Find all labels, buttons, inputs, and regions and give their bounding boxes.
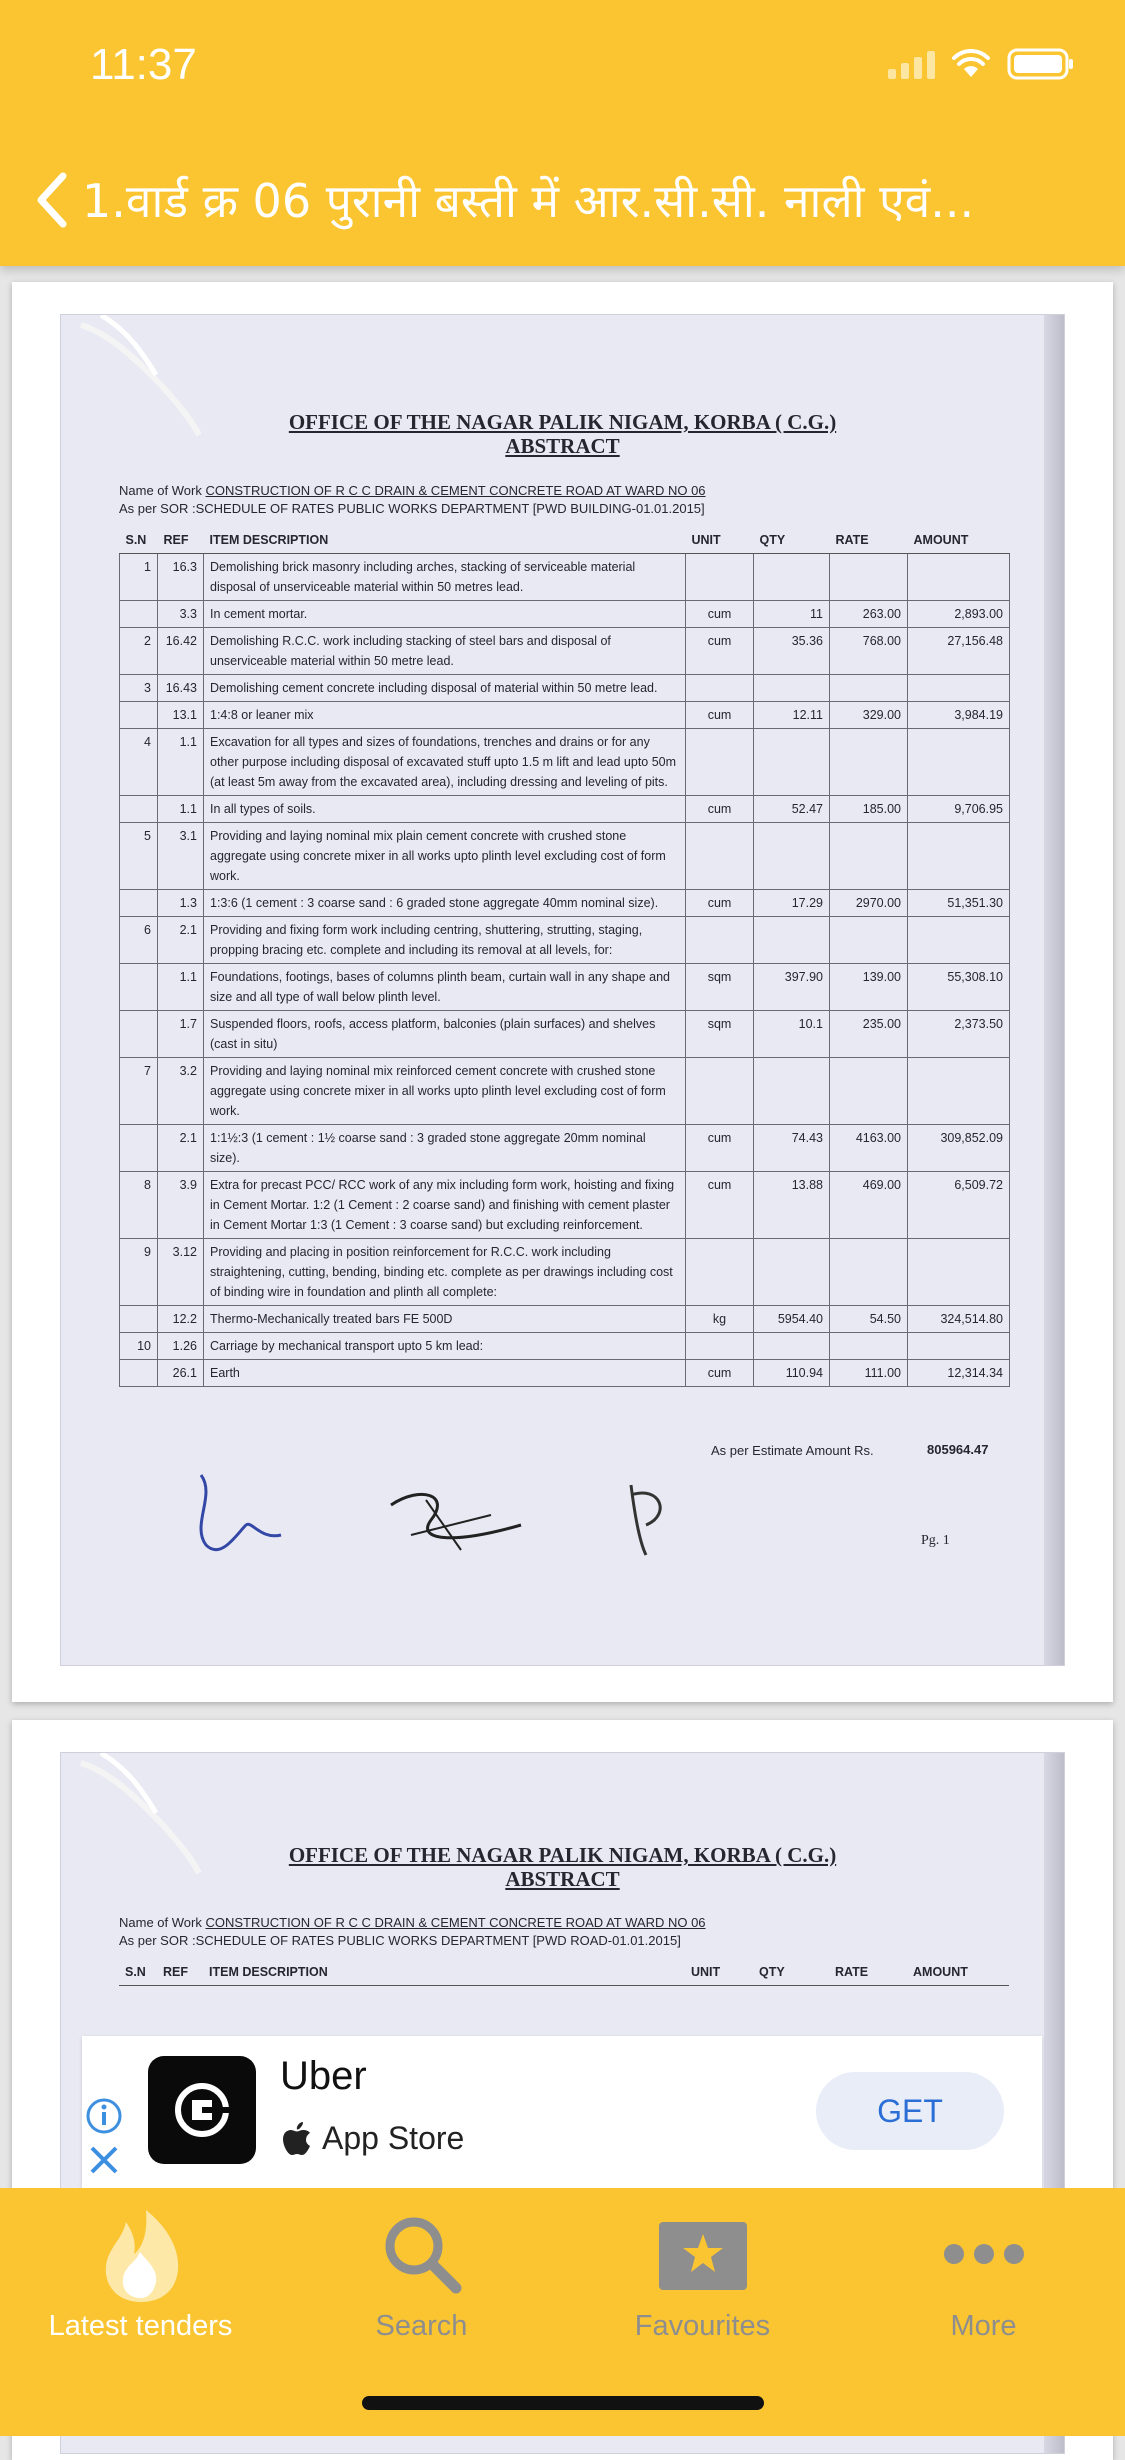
cell-ref: 13.1 [158,702,204,729]
as-per-sor: As per SOR :SCHEDULE OF RATES PUBLIC WORKS DEPARTMENT [PWD ROAD-01.01.2015] [119,1933,681,1948]
cell-description: 1:4:8 or leaner mix [204,702,686,729]
cell-ref: 3.9 [158,1172,204,1239]
table-row [120,1058,1010,1125]
cell-rate: 768.00 [830,628,908,675]
cell-qty [754,917,830,964]
cell-sn [120,1306,158,1333]
header-rate: RATE [829,1959,907,1986]
status-icons [888,48,1075,80]
cell-description: Foundations, footings, bases of columns plinth beam, curtain wall in any shape and size and all type of wall below plinth level. [204,964,686,1011]
cell-rate: 2970.00 [830,890,908,917]
cell-ref: 1.1 [158,729,204,796]
cell-amount [908,1058,1010,1125]
more-dots-icon [843,2204,1124,2304]
cell-amount: 309,852.09 [908,1125,1010,1172]
cell-description: Thermo-Mechanically treated bars FE 500D [204,1306,686,1333]
ad-app-name: Uber [280,2054,367,2098]
header-rate: RATE [830,527,908,554]
home-indicator [362,2396,764,2410]
cell-description: Extra for precast PCC/ RCC work of any mix including form work, hoisting and fixing in Cement Mortar. 1:2 (1 Cement : 2 coarse sand) and finishing with cement plaster in Cement Mortar 1:3 (1 Cement : 3 coarse sand) but excluding reinforcement. [204,1172,686,1239]
cell-unit: cum [686,796,754,823]
cell-qty [754,554,830,601]
cell-rate: 235.00 [830,1011,908,1058]
table-row [120,1011,1010,1058]
tab-search[interactable] [281,2204,562,2343]
cell-amount [908,917,1010,964]
table-row [120,1172,1010,1239]
nav-bar [0,150,1125,250]
table-row [120,1333,1010,1360]
ad-store: App Store [282,2120,464,2157]
cell-qty [754,729,830,796]
cell-ref: 26.1 [158,1360,204,1387]
chevron-left-icon [35,170,69,230]
table-row [120,729,1010,796]
cell-ref: 2.1 [158,1125,204,1172]
page-number: Pg. 1 [921,1533,950,1548]
cell-sn: 9 [120,1239,158,1306]
cell-description: Suspended floors, roofs, access platform, balconies (plain surfaces) and shelves (cast in situ) [204,1011,686,1058]
cell-sn [120,890,158,917]
cell-qty: 52.47 [754,796,830,823]
cell-ref: 1.26 [158,1333,204,1360]
cell-qty [754,675,830,702]
cell-sn: 8 [120,1172,158,1239]
cell-amount: 27,156.48 [908,628,1010,675]
cell-sn [120,1360,158,1387]
cell-ref: 1.3 [158,890,204,917]
as-per-sor: As per SOR :SCHEDULE OF RATES PUBLIC WORKS DEPARTMENT [PWD BUILDING-01.01.2015] [119,501,705,516]
table-row [120,675,1010,702]
cell-rate: 263.00 [830,601,908,628]
header-sn: S.N [119,1959,157,1986]
header-amount: AMOUNT [907,1959,1009,1986]
cell-unit [686,729,754,796]
cell-qty: 397.90 [754,964,830,1011]
cell-description: Providing and fixing form work including centring, shuttering, strutting, staging, propping bracing etc. complete and including its removal at all levels, for: [204,917,686,964]
cell-qty: 12.11 [754,702,830,729]
cell-qty: 10.1 [754,1011,830,1058]
cell-unit: cum [686,628,754,675]
header-amount: AMOUNT [908,527,1010,554]
cell-ref: 1.1 [158,796,204,823]
header-unit: UNIT [686,527,754,554]
cell-unit [686,823,754,890]
star-icon [562,2204,843,2304]
cell-description: Providing and laying nominal mix reinforced cement concrete with crushed stone aggregate using concrete mixer in all works upto plinth level excluding cost of form work. [204,1058,686,1125]
cell-amount: 12,314.34 [908,1360,1010,1387]
cell-sn: 1 [120,554,158,601]
tab-favourites[interactable] [562,2204,843,2343]
cell-unit [686,1058,754,1125]
cell-description: 1:3:6 (1 cement : 3 coarse sand : 6 graded stone aggregate 40mm nominal size). [204,890,686,917]
table-row [120,628,1010,675]
header-ref: REF [157,1959,203,1986]
cell-unit [686,1239,754,1306]
abstract-heading: ABSTRACT [505,1867,620,1891]
abstract-table [119,527,1010,1387]
cell-qty [754,823,830,890]
cell-qty: 74.43 [754,1125,830,1172]
wifi-icon [951,49,991,79]
cell-amount [908,1333,1010,1360]
office-heading: OFFICE OF THE NAGAR PALIK NIGAM, KORBA ( C.G.) [288,410,837,434]
cell-rate [830,823,908,890]
table-row [120,890,1010,917]
uber-logo-icon [148,2056,256,2164]
office-heading: OFFICE OF THE NAGAR PALIK NIGAM, KORBA ( C.G.) [288,1843,837,1867]
header-sn: S.N [120,527,158,554]
table-header [119,1959,1009,1986]
cell-qty: 5954.40 [754,1306,830,1333]
cell-sn [120,601,158,628]
table-row [120,823,1010,890]
total-amount: 805964.47 [927,1442,989,1457]
name-of-work: Name of Work CONSTRUCTION OF R C C DRAIN & CEMENT CONCRETE ROAD AT WARD NO 06 [119,483,706,498]
tab-label: Favourites [634,2310,771,2342]
apple-icon [282,2122,312,2156]
cell-unit [686,1333,754,1360]
cell-unit: sqm [686,1011,754,1058]
cell-qty [754,1058,830,1125]
cell-sn [120,1125,158,1172]
header-qty: QTY [754,527,830,554]
header-description: ITEM DESCRIPTION [204,527,686,554]
cell-amount: 2,893.00 [908,601,1010,628]
cell-ref: 1.7 [158,1011,204,1058]
cell-description: Providing and placing in position reinforcement for R.C.C. work including straightening, cutting, bending, binding etc. complete as per drawings including cost of binding wire in foundation and plinth all complete: [204,1239,686,1306]
cell-ref: 3.2 [158,1058,204,1125]
cell-sn [120,1011,158,1058]
tab-label: Latest tenders [48,2310,233,2342]
cell-amount: 2,373.50 [908,1011,1010,1058]
cell-sn: 2 [120,628,158,675]
scanned-page-1 [60,314,1065,1666]
cell-amount [908,823,1010,890]
cell-qty: 13.88 [754,1172,830,1239]
cell-rate [830,1333,908,1360]
cell-description: Carriage by mechanical transport upto 5 km lead: [204,1333,686,1360]
abstract-heading: ABSTRACT [505,434,620,458]
table-row [120,1360,1010,1387]
cell-unit: cum [686,702,754,729]
flame-icon [0,2204,281,2304]
cell-description: In cement mortar. [204,601,686,628]
table-row [120,1125,1010,1172]
table-row [120,964,1010,1011]
cell-rate [830,729,908,796]
cell-ref: 16.3 [158,554,204,601]
cell-rate: 139.00 [830,964,908,1011]
cell-rate [830,675,908,702]
cell-sn [120,964,158,1011]
page-title: 1.वार्ड क्र 06 पुरानी बस्ती में आर.सी.सी. नाली एवं... [82,174,975,228]
cell-description: Demolishing cement concrete including disposal of material within 50 metre lead. [204,675,686,702]
cell-ref: 1.1 [158,964,204,1011]
cell-rate [830,554,908,601]
cell-amount: 9,706.95 [908,796,1010,823]
cell-ref: 16.43 [158,675,204,702]
cell-ref: 16.42 [158,628,204,675]
table-header [120,527,1010,554]
tab-label: Search [375,2310,468,2342]
cell-unit: cum [686,1125,754,1172]
cell-amount [908,1239,1010,1306]
cell-unit: cum [686,601,754,628]
signal-icon [888,49,935,79]
header-qty: QTY [753,1959,829,1986]
cell-amount: 51,351.30 [908,890,1010,917]
cell-qty: 35.36 [754,628,830,675]
cell-amount [908,729,1010,796]
table-row [120,702,1010,729]
cell-sn: 3 [120,675,158,702]
cell-rate: 185.00 [830,796,908,823]
cell-rate: 469.00 [830,1172,908,1239]
cell-rate: 111.00 [830,1360,908,1387]
tab-label: More [950,2310,1017,2342]
cell-amount: 3,984.19 [908,702,1010,729]
cell-rate [830,1058,908,1125]
ad-choice-icons [82,2096,126,2181]
cell-qty: 11 [754,601,830,628]
cell-amount [908,554,1010,601]
cell-sn [120,796,158,823]
cell-rate: 54.50 [830,1306,908,1333]
cell-unit: sqm [686,964,754,1011]
back-button[interactable] [22,160,82,240]
cell-ref: 3.3 [158,601,204,628]
table-row [120,796,1010,823]
header-ref: REF [158,527,204,554]
cell-unit [686,917,754,964]
cell-sn [120,702,158,729]
abstract-table [119,1959,1009,1986]
cell-ref: 2.1 [158,917,204,964]
search-icon [281,2204,562,2304]
table-row [120,1306,1010,1333]
cell-rate [830,1239,908,1306]
cell-description: Providing and laying nominal mix plain cement concrete with crushed stone aggregate using concrete mixer in all works upto plinth level excluding cost of form work. [204,823,686,890]
header-unit: UNIT [685,1959,753,1986]
cell-rate: 329.00 [830,702,908,729]
paper-edge [1044,315,1064,1665]
cell-description: Excavation for all types and sizes of foundations, trenches and drains or for any other purpose including disposal of excavated stuff upto 1.5 m lift and lead upto 50m (at least 5m away from the excavated area), including dressing and leveling of pits. [204,729,686,796]
cell-description: 1:1½:3 (1 cement : 1½ coarse sand : 3 graded stone aggregate 20mm nominal size). [204,1125,686,1172]
tab-latest-tenders[interactable] [0,2204,281,2343]
cell-amount: 324,514.80 [908,1306,1010,1333]
cell-sn: 7 [120,1058,158,1125]
cell-qty: 110.94 [754,1360,830,1387]
table-row [120,917,1010,964]
cell-description: In all types of soils. [204,796,686,823]
table-row [120,554,1010,601]
cell-description: Demolishing R.C.C. work including stacking of steel bars and disposal of unserviceable material within 50 metre lead. [204,628,686,675]
top-bar [0,0,1125,266]
name-of-work: Name of Work CONSTRUCTION OF R C C DRAIN & CEMENT CONCRETE ROAD AT WARD NO 06 [119,1915,706,1930]
cell-amount: 55,308.10 [908,964,1010,1011]
tab-more[interactable] [843,2204,1124,2343]
cell-sn: 5 [120,823,158,890]
header-description: ITEM DESCRIPTION [203,1959,685,1986]
cell-unit: cum [686,1172,754,1239]
cell-rate [830,917,908,964]
cell-ref: 3.12 [158,1239,204,1306]
cell-unit [686,554,754,601]
cell-qty: 17.29 [754,890,830,917]
cell-amount [908,675,1010,702]
cell-ref: 3.1 [158,823,204,890]
total-label: As per Estimate Amount Rs. [711,1443,874,1458]
battery-icon [1007,48,1075,80]
cell-unit [686,675,754,702]
cell-description: Demolishing brick masonry including arches, stacking of serviceable material disposal of unserviceable material within 50 metres lead. [204,554,686,601]
cell-sn: 4 [120,729,158,796]
cell-qty [754,1239,830,1306]
table-row [120,1239,1010,1306]
cell-sn: 10 [120,1333,158,1360]
document-page-1[interactable] [12,282,1113,1702]
status-time: 11:37 [90,40,197,89]
cell-unit: kg [686,1306,754,1333]
cell-description: Earth [204,1360,686,1387]
cell-ref: 12.2 [158,1306,204,1333]
cell-rate: 4163.00 [830,1125,908,1172]
cell-sn: 6 [120,917,158,964]
ad-banner[interactable] [82,2036,1042,2188]
table-row [120,601,1010,628]
signatures [191,1465,711,1565]
ad-get-button[interactable]: GET [816,2072,1004,2150]
cell-unit: cum [686,1360,754,1387]
cell-unit: cum [686,890,754,917]
cell-amount: 6,509.72 [908,1172,1010,1239]
cell-qty [754,1333,830,1360]
